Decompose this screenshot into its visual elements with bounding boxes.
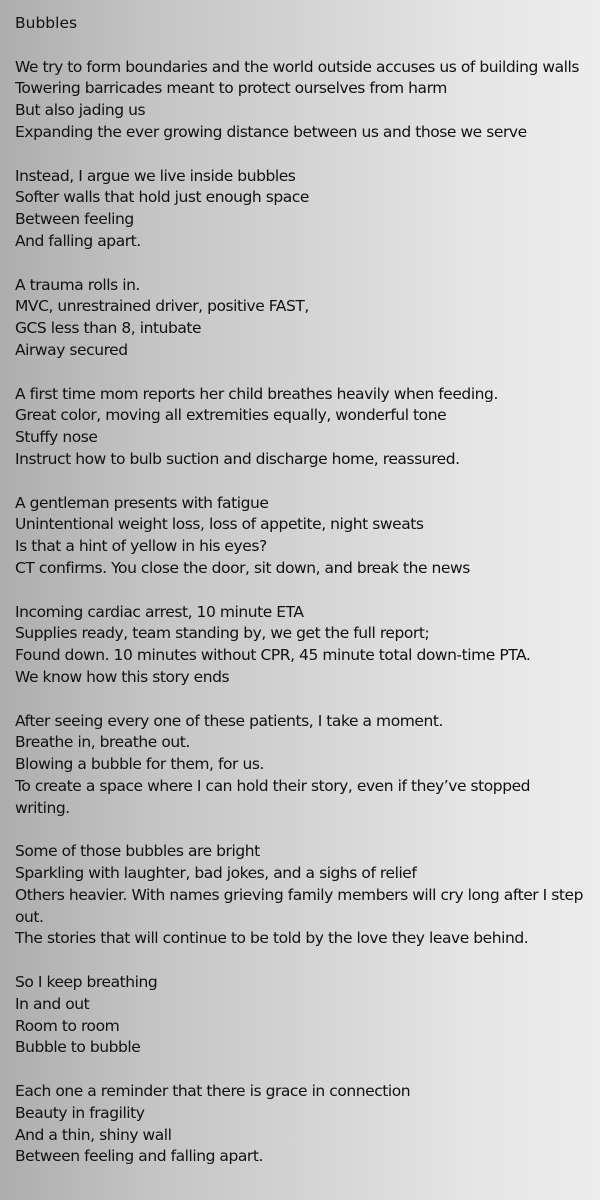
- poem-line: Beauty in fragility: [15, 1103, 145, 1122]
- poem-line: After seeing every one of these patients, I take a moment.: [15, 711, 443, 730]
- stanza-3: [15, 275, 586, 362]
- poem-line: We try to form boundaries and the world outside accuses us of building walls: [15, 57, 579, 76]
- poem-line: CT confirms. You close the door, sit down, and break the news: [15, 558, 470, 577]
- stanza-2: [15, 166, 586, 253]
- poem-line: Between feeling: [15, 210, 134, 229]
- stanza-9: [15, 972, 586, 1059]
- poem-line: Unintentional weight loss, loss of appetite, night sweats: [15, 515, 424, 534]
- poem-line: Instead, I argue we live inside bubbles: [15, 166, 296, 185]
- poem-line: Between feeling and falling apart.: [15, 1147, 263, 1166]
- poem-line: Is that a hint of yellow in his eyes?: [15, 537, 267, 556]
- poem-line: Airway secured: [15, 340, 128, 359]
- poem-line: But also jading us: [15, 101, 146, 120]
- poem-line: In and out: [15, 994, 90, 1013]
- poem-line: Expanding the ever growing distance between us and those we serve: [15, 122, 527, 141]
- poem-line: Incoming cardiac arrest, 10 minute ETA: [15, 602, 304, 621]
- stanza-8: [15, 841, 586, 950]
- poem-line: And falling apart.: [15, 231, 141, 250]
- poem-line: Instruct how to bulb suction and discharge home, reassured.: [15, 449, 460, 468]
- poem-line: Room to room: [15, 1016, 120, 1035]
- poem-line: Breathe in, breathe out.: [15, 733, 190, 752]
- stanza-4: [15, 384, 586, 471]
- poem-line: Supplies ready, team standing by, we get the full report;: [15, 624, 430, 643]
- poem-line: And a thin, shiny wall: [15, 1125, 172, 1144]
- poem-line: Softer walls that hold just enough space: [15, 188, 309, 207]
- poem-line: Found down. 10 minutes without CPR, 45 minute total down-time PTA.: [15, 646, 531, 665]
- poem-line: Each one a reminder that there is grace in connection: [15, 1082, 411, 1101]
- stanza-7: [15, 711, 586, 820]
- stanza-5: [15, 493, 586, 580]
- poem-line: So I keep breathing: [15, 973, 158, 992]
- stanza-6: [15, 602, 586, 689]
- poem-line: Bubble to bubble: [15, 1038, 141, 1057]
- poem-line: Towering barricades meant to protect ourselves from harm: [15, 79, 447, 98]
- poem-line: To create a space where I can hold their story, even if they’ve stopped writing.: [15, 776, 531, 817]
- poem-title: Bubbles: [15, 14, 78, 32]
- poem-line: MVC, unrestrained driver, positive FAST,: [15, 297, 309, 316]
- stanza-10: [15, 1081, 586, 1168]
- poem-line: GCS less than 8, intubate: [15, 319, 202, 338]
- poem-line: Some of those bubbles are bright: [15, 842, 260, 861]
- poem-line: The stories that will continue to be told by the love they leave behind.: [15, 929, 529, 948]
- poem-line: A trauma rolls in.: [15, 275, 140, 294]
- poem-line: Others heavier. With names grieving family members will cry long after I step out.: [15, 885, 584, 926]
- poem-line: Stuffy nose: [15, 428, 98, 447]
- poem-line: We know how this story ends: [15, 667, 230, 686]
- poem-line: A gentleman presents with fatigue: [15, 493, 269, 512]
- stanza-1: [15, 57, 586, 144]
- poem-line: Sparkling with laughter, bad jokes, and a sighs of relief: [15, 864, 417, 883]
- poem-line: A first time mom reports her child breathes heavily when feeding.: [15, 384, 498, 403]
- poem-line: Blowing a bubble for them, for us.: [15, 755, 264, 774]
- poem-line: Great color, moving all extremities equally, wonderful tone: [15, 406, 447, 425]
